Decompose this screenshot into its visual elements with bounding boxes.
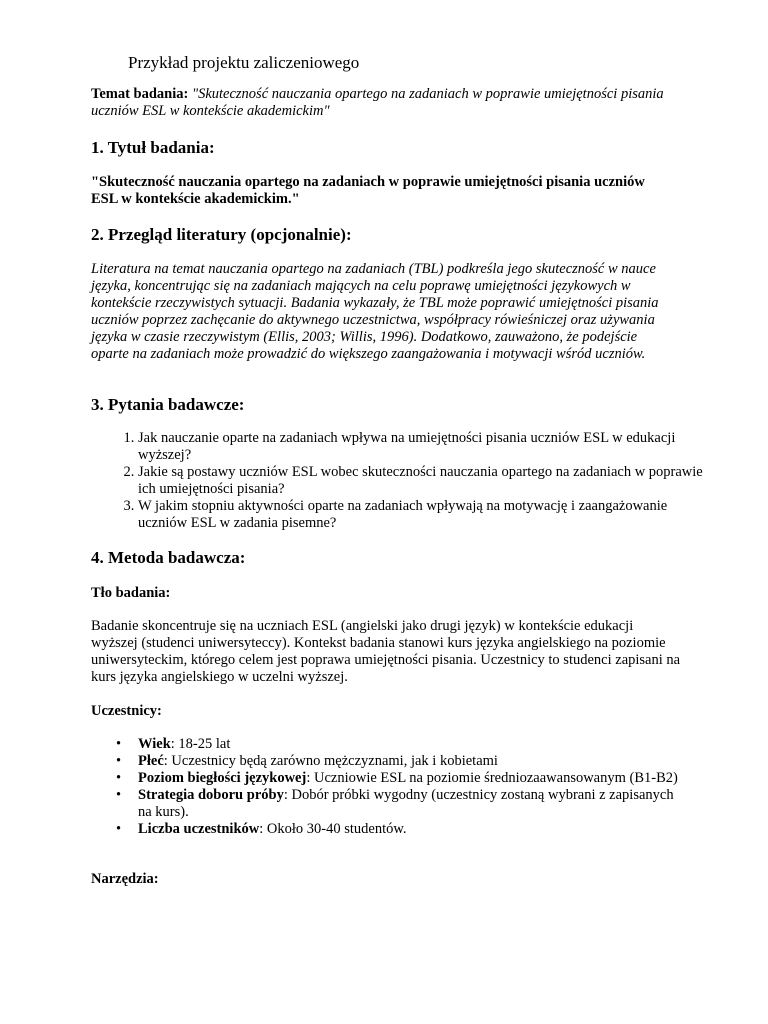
research-question-1: 1. Jak nauczanie oparte na zadaniach wpływa na umiejętności pisania uczniów ESL w edukacji wyższej?: [138, 430, 708, 464]
participant-text: : Dobór próbki wygodny (uczestnicy zostaną wybrani z zapisanych na kurs).: [138, 787, 674, 820]
research-question-2: 2. Jakie są postawy uczniów ESL wobec skuteczności nauczania opartego na zadaniach w poprawie ich umiejętności pisania?: [138, 464, 708, 498]
participant-item: [116, 821, 683, 838]
participant-text: : Około 30-40 studentów.: [259, 821, 407, 837]
tools-label: Narzędzia:: [91, 871, 159, 887]
participant-label: Strategia doboru próby: [138, 787, 284, 803]
research-question-3: 3. W jakim stopniu aktywności oparte na zadaniach wpływają na motywację i zaangażowanie uczniów ESL w zadania pisemne?: [138, 498, 708, 532]
section-3-title: 3. Pytania badawcze:: [91, 395, 245, 414]
topic-text: "Skuteczność nauczania opartego na zadaniach w poprawie umiejętności pisania uczniów ESL w kontekście akademickim": [91, 86, 664, 119]
participant-label: Płeć: [138, 753, 164, 769]
research-questions-list: [91, 430, 708, 532]
background-label: Tło badania:: [91, 585, 171, 601]
participant-text: : Uczniowie ESL na poziomie średniozaawansowanym (B1-B2): [306, 770, 678, 786]
bullet-icon: •: [116, 753, 122, 769]
participant-label: Wiek: [138, 736, 171, 752]
section-1-body: "Skuteczność nauczania opartego na zadaniach w poprawie umiejętności pisania uczniów ESL w kontekście akademickim.": [91, 174, 645, 207]
bullet-icon: •: [116, 770, 122, 786]
participants-list: [91, 736, 683, 838]
research-topic: [91, 86, 671, 120]
participant-text: : 18-25 lat: [170, 736, 231, 752]
bullet-icon: •: [116, 787, 122, 803]
topic-label: Temat badania:: [91, 86, 189, 102]
section-1-title: 1. Tytuł badania:: [91, 138, 215, 157]
bullet-icon: •: [116, 736, 122, 752]
section-4-title: 4. Metoda badawcza:: [91, 548, 246, 567]
background-text: Badanie skoncentruje się na uczniach ESL (angielski jako drugi język) w kontekście edukacji wyższej (studenci uniwersyteccy). Kontekst badania stanowi kurs języka angielskiego na poziomie uniwersyteckim, którego celem jest poprawa umiejętności pisania. Uczestnicy to studenci zapisani na kurs języka angielskiego w uczelni wyższej.: [91, 618, 681, 685]
participant-item: [116, 736, 683, 753]
participant-text: : Uczestnicy będą zarówno mężczyznami, jak i kobietami: [163, 753, 498, 769]
document-heading: Przykład projektu zaliczeniowego: [128, 53, 360, 72]
bullet-icon: •: [116, 821, 122, 837]
participants-label: Uczestnicy:: [91, 703, 162, 719]
participant-label: Liczba uczestników: [138, 821, 260, 837]
participant-label: Poziom biegłości językowej: [138, 770, 307, 786]
participant-item: [116, 787, 683, 821]
section-2-title: 2. Przegląd literatury (opcjonalnie):: [91, 225, 352, 244]
section-2-body: Literatura na temat nauczania opartego na zadaniach (TBL) podkreśla jego skuteczność w nauce języka, koncentrując się na zadaniach mających na celu poprawę umiejętności językowych w kontekście rzeczywistych sytuacji. Badania wykazały, że TBL może poprawić umiejętności pisania uczniów poprzez zachęcanie do aktywnego uczestnictwa, współpracy rówieśniczej oraz używania języka w czasie rzeczywistym (Ellis, 2003; Willis, 1996). Dodatkowo, zauważono, że podejście oparte na zadaniach może prowadzić do większego zaangażowania i motywacji wśród uczniów.: [91, 261, 659, 362]
participant-item: [116, 770, 683, 787]
participant-item: [116, 753, 683, 770]
